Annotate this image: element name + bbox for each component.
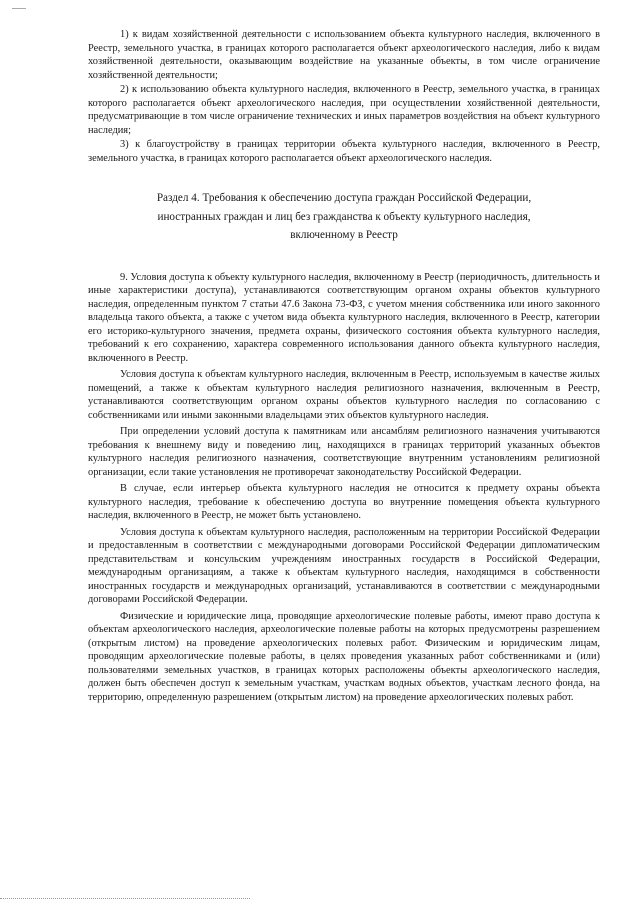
paragraph: Условия доступа к объектам культурного наследия, включенным в Реестр, используемым в качестве жилых помещений, а также к объектам культурного наследия религиозного назначения, включенным в Реестр, устанавливаются соответствующим органом охраны объектов культурного наследия по согласованию с собственниками или иными законными владельцами этих объектов культурного наследия. [88, 369, 600, 421]
paragraph: В случае, если интерьер объекта культурного наследия не относится к предмету охраны объекта культурного наследия, требование к обеспечению доступа во внутренние помещения объекта культурного наследия, включенного в Реестр, не может быть установлено. [88, 483, 600, 521]
paragraph: При определении условий доступа к памятникам или ансамблям религиозного назначения учитываются требования к внешнему виду и поведению лиц, находящихся в границах территорий указанных объектов культурного наследия религиозного назначения, соответствующие внутренним установлениям религиозной организации, если такие установления не противоречат законодательству Российской Федерации. [88, 426, 600, 478]
requirements-list [88, 28, 600, 165]
paragraph: Физические и юридические лица, проводящие археологические полевые работы, имеют право доступа к объектам археологического наследия, археологические полевые работы на которых предусмотрены разрешением (открытым листом) на проведение археологических полевых работ. Физическим и юридическим лицам, проводящим археологические полевые работы, в целях проведения указанных работ собственниками и (или) пользователями земельных участков, в границах которых расположены объекты археологического наследия, должен быть обеспечен доступ к земельным участкам, участкам водных объектов, участкам лесного фонда, на территорию, определенную разрешением (открытым листом) на проведение археологических полевых работ. [88, 610, 600, 703]
section-heading [88, 189, 600, 245]
section-heading-line: включенному в Реестр [290, 229, 398, 241]
scan-mark [12, 8, 26, 9]
paragraph: 9. Условия доступа к объекту культурного наследия, включенному в Реестр (периодичность, длительность и иные характеристики доступа), устанавливаются соответствующим органом охраны объектов культурного наследия, определенным пунктом 7 статьи 47.6 Закона 73-ФЗ, с учетом мнения собственника или иного законного владельца такого объекта, а также с учетом вида объекта культурного наследия, включенного в Реестр, категории его историко-культурного значения, предмета охраны, физического состояния объекта культурного наследия, требований к его сохранению, характера современного использования данного объекта культурного наследия, включенного в Реестр. [88, 271, 600, 364]
list-item: 2) к использованию объекта культурного наследия, включенного в Реестр, земельного участка, в границах которого располагается объект археологического наследия, при осуществлении хозяйственной деятельности, предусматривающие в том числе ограничение технических и иных параметров воздействия на объект культурного наследия; [88, 84, 600, 136]
paragraph: Условия доступа к объектам культурного наследия, расположенным на территории Российской Федерации и предоставленным в соответствии с международными договорами Российской Федерации дипломатическим представительствам и консульским учреждениям иностранных государств в Российской Федерации, международным организациям, а также к объектам культурного наследия, находящимся в собственности иностранных государств и международных организаций, устанавливаются в соответствии с международными договорами Российской Федерации. [88, 526, 600, 605]
section-heading-line: Раздел 4. Требования к обеспечению доступа граждан Российской Федерации, [156, 192, 532, 204]
list-item: 1) к видам хозяйственной деятельности с использованием объекта культурного наследия, включенного в Реестр, земельного участка, в границах которого располагается объект археологического наследия, либо к видам хозяйственной деятельности, оказывающим воздействие на указанные объекты, в том числе ограничение хозяйственной деятельности; [88, 29, 600, 81]
section-body [88, 271, 600, 705]
list-item: 3) к благоустройству в границах территории объекта культурного наследия, включенного в Реестр, земельного участка, в границах которого располагается объект археологического наследия. [88, 139, 600, 164]
section-heading-line: иностранных граждан и лиц без гражданства к объекту культурного наследия, [157, 210, 531, 223]
scan-edge-rule [0, 898, 250, 899]
